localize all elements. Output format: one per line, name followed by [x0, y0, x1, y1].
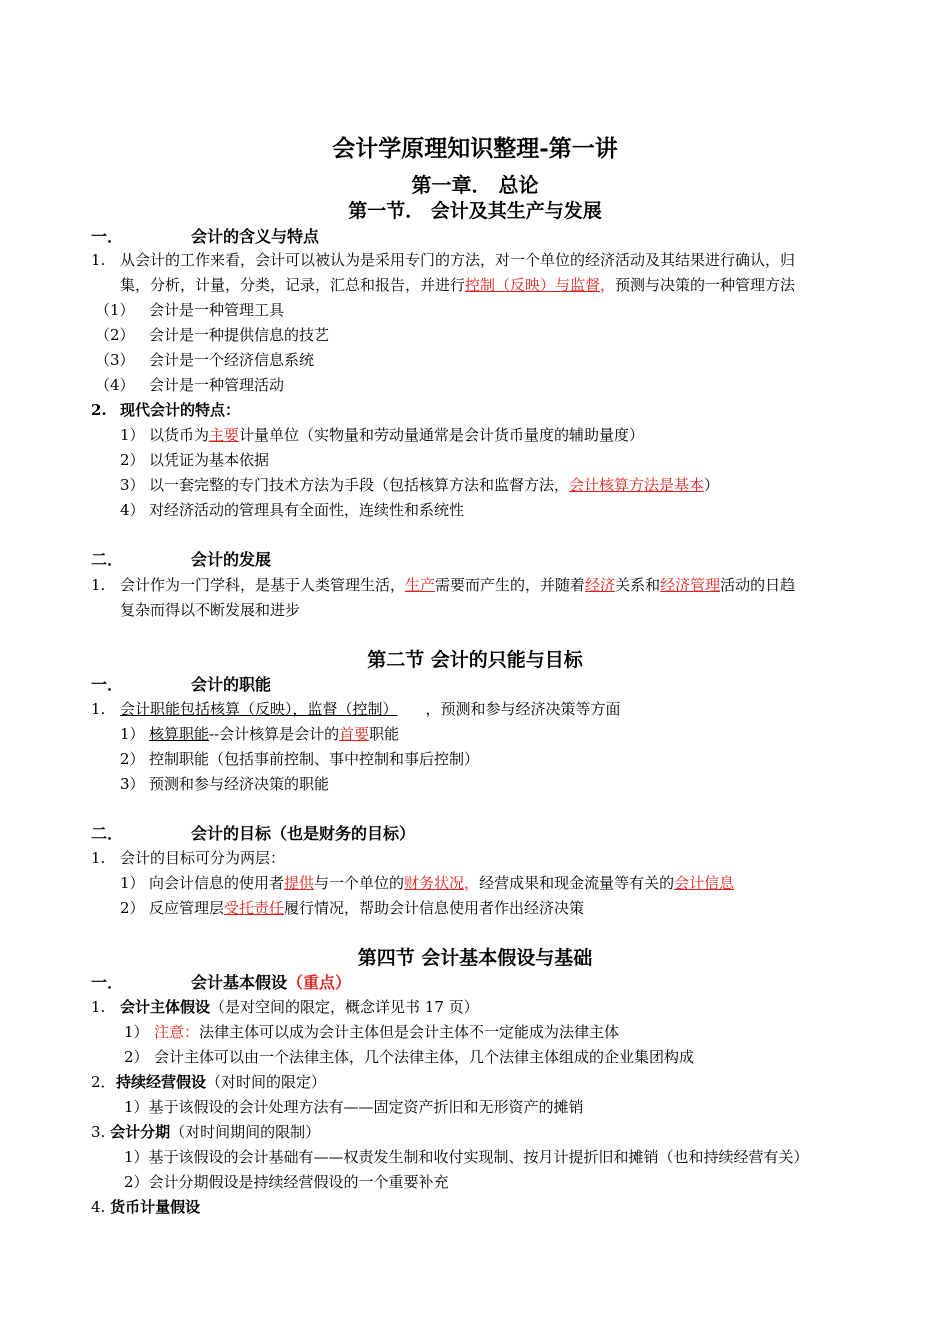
list-item: 预测和参与经济决策的职能	[149, 775, 330, 793]
list-number: 1）	[120, 874, 145, 892]
item-title: 现代会计的特点：	[120, 401, 241, 419]
paragraph-line: 会计职能包括核算（反映），监督（控制） ，预测和参与经济决策等方面	[120, 700, 621, 718]
list-item: 会计是一种管理活动	[149, 376, 285, 394]
list-item: 1）基于该假设的会计基础有——权责发生制和收付实现制、按月计提折旧和摊销（也和持续经营有关）	[124, 1148, 809, 1166]
list-number: 2）	[124, 1048, 149, 1066]
underlined-text: 会计职能包括	[120, 700, 211, 718]
list-number: 1.	[91, 700, 106, 718]
highlight-text: 会计核算方法是基本	[569, 476, 705, 494]
underlined-text: 核算职能	[149, 725, 210, 743]
highlight-text: 会计信息	[674, 874, 735, 892]
list-item: 以货币为主要计量单位（实物量和劳动量通常是会计货币量度的辅助量度）	[149, 426, 645, 444]
highlight-text: 生产	[405, 576, 436, 594]
document-title: 会计学原理知识整理-第一讲	[332, 135, 618, 162]
part-heading-objectives: 二． 会计的目标（也是财务的目标）	[91, 824, 416, 843]
section-heading-1: 第一节． 会计及其生产与发展	[348, 200, 602, 222]
highlight-text: 经济管理	[660, 576, 721, 594]
highlight-text: 受托责任	[224, 899, 285, 917]
paragraph-line: 从会计的工作来看，会计可以被认为是采用专门的方法，对一个单位的经济活动及其结果进行确认，归	[120, 251, 796, 269]
list-item: 以一套完整的专门技术方法为手段（包括核算方法和监督方法，会计核算方法是基本）	[149, 476, 720, 494]
list-number: （2）	[95, 326, 135, 344]
list-number: 2．	[91, 1073, 116, 1091]
section-heading-2: 第二节 会计的只能与目标	[367, 649, 583, 671]
list-item: 1）基于该假设的会计处理方法有——固定资产折旧和无形资产的摊销	[124, 1098, 584, 1116]
highlight-text: 经济	[585, 576, 616, 594]
list-number: 1.	[91, 576, 106, 594]
part-heading-assumptions: 一． 会计基本假设（重点）	[91, 973, 352, 992]
part-heading-development: 二． 会计的发展	[91, 550, 272, 569]
highlight-text: 首要	[339, 725, 370, 743]
highlight-text: 控制（反映）与监督	[465, 276, 601, 294]
list-number: 2）	[120, 451, 145, 469]
paragraph-line: 复杂而得以不断发展和进步	[120, 601, 301, 619]
item-line: 持续经营假设（对时间的限定）	[116, 1073, 327, 1091]
item-line: 4. 货币计量假设	[91, 1198, 201, 1216]
list-number: （3）	[95, 351, 135, 369]
list-number: 1.	[91, 998, 106, 1016]
list-item: 2）会计分期假设是持续经营假设的一个重要补充	[124, 1173, 449, 1191]
list-number: 1）	[120, 725, 145, 743]
emphasis-text: （重点）	[287, 973, 352, 992]
list-item: 控制职能（包括事前控制、事中控制和事后控制）	[149, 750, 480, 768]
list-number: 2.	[91, 401, 107, 419]
list-item: 以凭证为基本依据	[149, 451, 270, 469]
section-heading-4: 第四节 会计基本假设与基础	[357, 947, 593, 969]
list-number: 2）	[120, 899, 145, 917]
part-heading-meaning: 一． 会计的含义与特点	[91, 227, 320, 246]
list-number: 1.	[91, 849, 106, 867]
emphasis-text: 注意：	[154, 1023, 200, 1041]
list-number: 4）	[120, 501, 145, 519]
list-number: 2）	[120, 750, 145, 768]
highlight-text: 主要	[209, 426, 240, 444]
list-number: （1）	[95, 301, 135, 319]
list-item: 核算职能--会计核算是会计的首要职能	[149, 725, 400, 743]
paragraph-line: 会计作为一门学科，是基于人类管理生活，生产需要而产生的，并随着经济关系和经济管理活动的日趋	[120, 576, 796, 594]
item-line: 会计主体假设（是对空间的限定，概念详见书 17 页）	[120, 998, 479, 1016]
list-number: 3）	[120, 775, 145, 793]
list-item: 向会计信息的使用者提供与一个单位的财务状况，经营成果和现金流量等有关的会计信息	[149, 874, 735, 892]
list-item: 反应管理层受托责任履行情况，帮助会计信息使用者作出经济决策	[149, 899, 585, 917]
paragraph-line: 会计的目标可分为两层：	[120, 849, 286, 867]
underlined-text: 核算（反映），监督（控制）	[210, 700, 398, 718]
list-number: 1.	[91, 251, 106, 269]
list-item: 会计是一种管理工具	[149, 301, 285, 319]
list-number: 1）	[124, 1023, 149, 1041]
list-number: （4）	[95, 376, 135, 394]
list-item: 注意：法律主体可以成为会计主体但是会计主体不一定能成为法律主体	[154, 1023, 620, 1041]
list-item: 会计是一个经济信息系统	[149, 351, 315, 369]
list-number: 3）	[120, 476, 145, 494]
list-number: 1）	[120, 426, 145, 444]
paragraph-line: 集，分析，计量，分类，记录，汇总和报告，并进行控制（反映）与监督，预测与决策的一种管理方法	[120, 276, 796, 294]
item-line: 3. 会计分期（对时间期间的限制）	[91, 1123, 321, 1141]
highlight-text: 财务状况	[404, 874, 465, 892]
list-item: 会计主体可以由一个法律主体，几个法律主体，几个法律主体组成的企业集团构成	[154, 1048, 695, 1066]
list-item: 会计是一种提供信息的技艺	[149, 326, 330, 344]
list-item: 对经济活动的管理具有全面性，连续性和系统性	[149, 501, 465, 519]
part-heading-functions: 一． 会计的职能	[91, 675, 272, 694]
chapter-heading: 第一章． 总论	[411, 173, 539, 197]
highlight-text: 提供	[284, 874, 315, 892]
